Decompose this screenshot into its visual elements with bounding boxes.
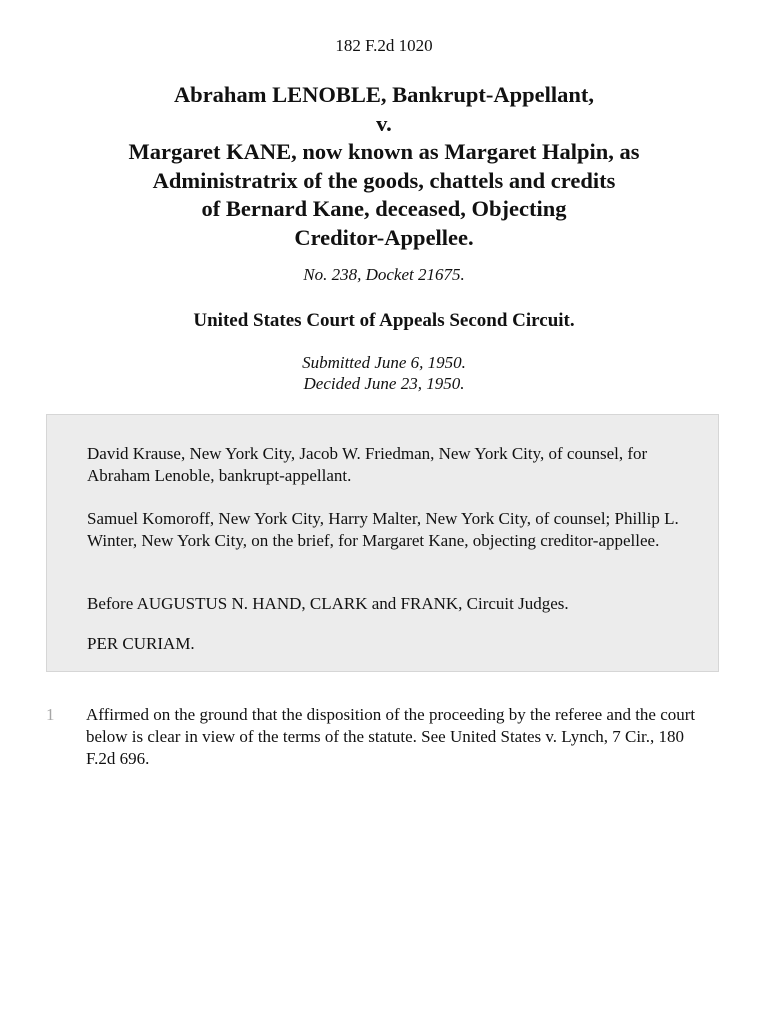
counsel-panel [46,414,719,672]
judges-panel: Before AUGUSTUS N. HAND, CLARK and FRANK, Circuit Judges. [87,594,569,613]
case-caption [60,81,708,252]
paragraph-text: Affirmed on the ground that the disposition of the proceeding by the referee and the court below is clear in view of the terms of the statute. See United States v. Lynch, 7 Cir., 180 F.2d 696. [86,705,696,768]
docket-number: No. 238, Docket 21675. [303,265,465,284]
caption-line-administratrix: Administratrix of the goods, chattels and credits [152,167,616,193]
per-curiam-label: PER CURIAM. [87,634,195,653]
caption-line-role: Creditor-Appellee. [294,224,474,250]
caption-line-estate: of Bernard Kane, deceased, Objecting [201,196,567,221]
caption-line-versus: v. [376,110,392,136]
paragraph-number: 1 [46,705,55,724]
court-name: United States Court of Appeals Second Circuit. [193,310,575,331]
caption-line-appellee: Margaret KANE, now known as Margaret Halpin, as [128,139,640,164]
case-dates [0,352,768,394]
appellee-counsel: Samuel Komoroff, New York City, Harry Malter, New York City, of counsel; Phillip L. Winter, New York City, on the brief, for Margaret Kane, objecting creditor-appellee. [87,509,679,550]
submitted-date: Submitted June 6, 1950. [302,353,466,372]
appellant-counsel: David Krause, New York City, Jacob W. Friedman, New York City, of counsel, for Abraham Lenoble, bankrupt-appellant. [87,444,648,485]
caption-line-appellant: Abraham LENOBLE, Bankrupt-Appellant, [173,82,595,107]
decided-date: Decided June 23, 1950. [303,374,465,393]
case-citation: 182 F.2d 1020 [335,36,433,55]
